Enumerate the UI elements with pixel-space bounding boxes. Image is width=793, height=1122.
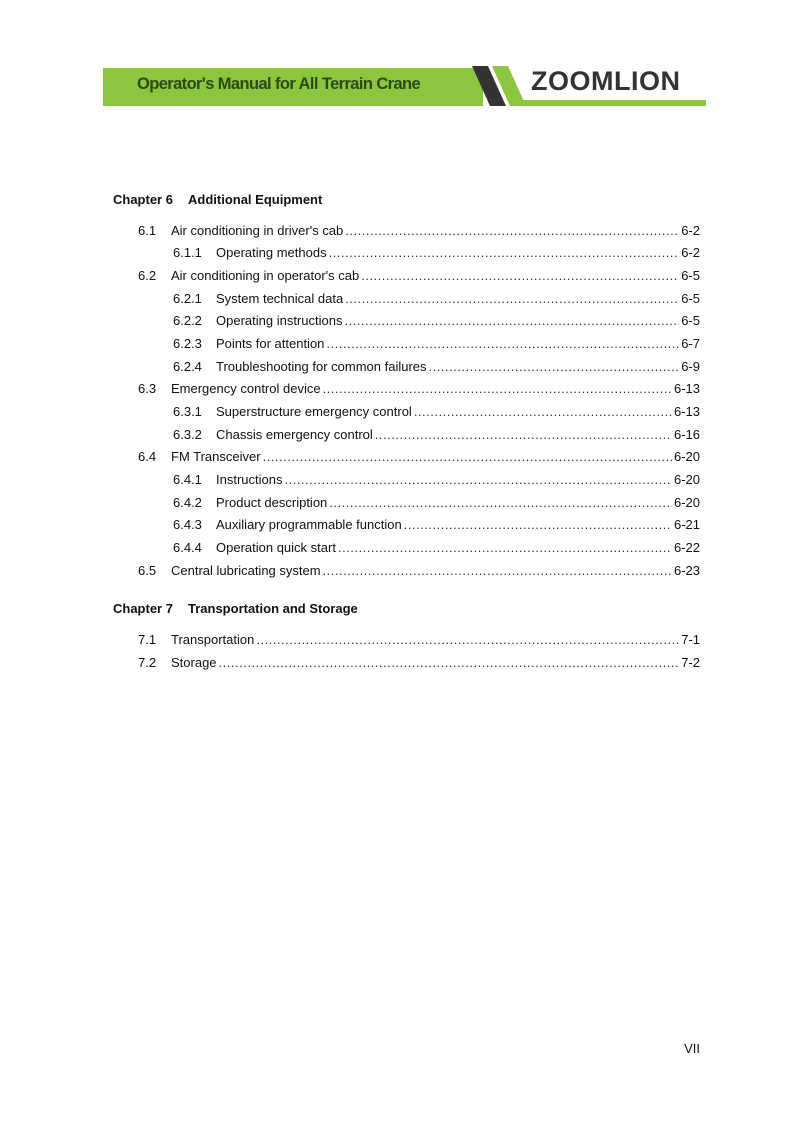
entry-page: 6-5 xyxy=(681,291,700,306)
dot-leader xyxy=(338,540,672,556)
chapter-heading[interactable] xyxy=(113,192,322,207)
entry-number: 6.3.1 xyxy=(173,404,202,419)
toc-entry[interactable] xyxy=(173,427,700,443)
toc-entry[interactable] xyxy=(138,655,700,671)
dot-leader xyxy=(323,563,672,579)
entry-number: 6.4 xyxy=(138,449,157,464)
dot-leader xyxy=(414,404,672,420)
entry-title: Air conditioning in operator's cab xyxy=(171,268,360,283)
brand-name: ZOOMLION xyxy=(531,66,681,96)
dot-leader xyxy=(329,245,680,261)
chapter-title: Additional Equipment xyxy=(188,192,323,207)
entry-number: 6.4.3 xyxy=(173,517,202,532)
dot-leader xyxy=(323,381,672,397)
entry-title: Operating instructions xyxy=(216,313,343,328)
entry-title: System technical data xyxy=(216,291,344,306)
dot-leader xyxy=(404,517,672,533)
entry-number: 6.4.1 xyxy=(173,472,202,487)
entry-page: 6-20 xyxy=(673,472,700,487)
entry-number: 6.4.2 xyxy=(173,495,202,510)
entry-number: 6.2.1 xyxy=(173,291,202,306)
entry-title: Instructions xyxy=(216,472,283,487)
entry-number: 6.5 xyxy=(138,563,157,578)
entry-page: 6-5 xyxy=(681,268,700,283)
toc-entry[interactable] xyxy=(138,563,700,579)
entry-title: Operation quick start xyxy=(216,540,336,555)
entry-page: 6-5 xyxy=(681,313,700,328)
toc-entry[interactable] xyxy=(173,495,700,511)
toc-entry[interactable] xyxy=(173,291,700,307)
page-number: VII xyxy=(684,1041,700,1056)
manual-title: Operator's Manual for All Terrain Crane xyxy=(137,75,421,93)
entry-title: Air conditioning in driver's cab xyxy=(171,223,344,238)
dot-leader xyxy=(326,336,679,352)
toc-entry[interactable] xyxy=(173,245,700,261)
entry-page: 6-21 xyxy=(673,517,700,532)
entry-title: Chassis emergency control xyxy=(216,427,373,442)
entry-page: 6-13 xyxy=(673,404,700,419)
toc-entry[interactable] xyxy=(138,632,700,648)
entry-number: 6.2.3 xyxy=(173,336,202,351)
entry-page: 6-20 xyxy=(673,495,700,510)
dot-leader xyxy=(344,313,679,329)
toc-entry[interactable] xyxy=(173,359,700,375)
entry-number: 6.3 xyxy=(138,381,157,396)
dot-leader xyxy=(429,359,680,375)
entry-number: 6.2.4 xyxy=(173,359,202,374)
toc-entry[interactable] xyxy=(173,517,700,533)
toc-entry[interactable] xyxy=(173,336,700,352)
entry-page: 6-7 xyxy=(681,336,700,351)
dot-leader xyxy=(284,472,671,488)
entry-page: 6-16 xyxy=(673,427,700,442)
toc-entry[interactable] xyxy=(138,449,700,465)
dot-leader xyxy=(256,632,679,648)
toc-entry[interactable] xyxy=(173,540,700,556)
entry-page: 6-23 xyxy=(673,563,700,578)
entry-title: Superstructure emergency control xyxy=(216,404,412,419)
entry-page: 7-2 xyxy=(681,655,700,670)
toc-entry[interactable] xyxy=(138,223,700,239)
entry-page: 7-1 xyxy=(681,632,700,647)
entry-title: FM Transceiver xyxy=(171,449,261,464)
entry-page: 6-9 xyxy=(681,359,700,374)
chapter-number: Chapter 6 xyxy=(113,192,173,207)
chapter-title: Transportation and Storage xyxy=(188,601,358,616)
chapter-number: Chapter 7 xyxy=(113,601,173,616)
toc-entry[interactable] xyxy=(138,268,700,284)
entry-number: 6.2.2 xyxy=(173,313,202,328)
toc-entry[interactable] xyxy=(173,472,700,488)
entry-title: Auxiliary programmable function xyxy=(216,517,402,532)
entry-title: Central lubricating system xyxy=(171,563,321,578)
chapter-heading[interactable] xyxy=(113,601,358,616)
toc-entry[interactable] xyxy=(173,313,700,329)
entry-title: Troubleshooting for common failures xyxy=(216,359,427,374)
entry-page: 6-20 xyxy=(673,449,700,464)
entry-title: Transportation xyxy=(171,632,255,647)
entry-number: 7.1 xyxy=(138,632,157,647)
entry-page: 6-13 xyxy=(673,381,700,396)
entry-title: Emergency control device xyxy=(171,381,321,396)
entry-number: 7.2 xyxy=(138,655,157,670)
dot-leader xyxy=(329,495,672,511)
entry-title: Operating methods xyxy=(216,245,327,260)
entry-page: 6-2 xyxy=(681,223,700,238)
entry-title: Storage xyxy=(171,655,217,670)
dot-leader xyxy=(361,268,679,284)
entry-page: 6-22 xyxy=(673,540,700,555)
toc-entry[interactable] xyxy=(173,404,700,420)
dot-leader xyxy=(375,427,672,443)
dot-leader xyxy=(345,291,679,307)
entry-number: 6.1.1 xyxy=(173,245,202,260)
dot-leader xyxy=(345,223,679,239)
dot-leader xyxy=(263,449,672,465)
toc-entry[interactable] xyxy=(138,381,700,397)
entry-number: 6.2 xyxy=(138,268,157,283)
entry-title: Product description xyxy=(216,495,328,510)
entry-number: 6.4.4 xyxy=(173,540,202,555)
entry-title: Points for attention xyxy=(216,336,325,351)
entry-page: 6-2 xyxy=(681,245,700,260)
dot-leader xyxy=(219,655,680,671)
entry-number: 6.3.2 xyxy=(173,427,202,442)
entry-number: 6.1 xyxy=(138,223,157,238)
